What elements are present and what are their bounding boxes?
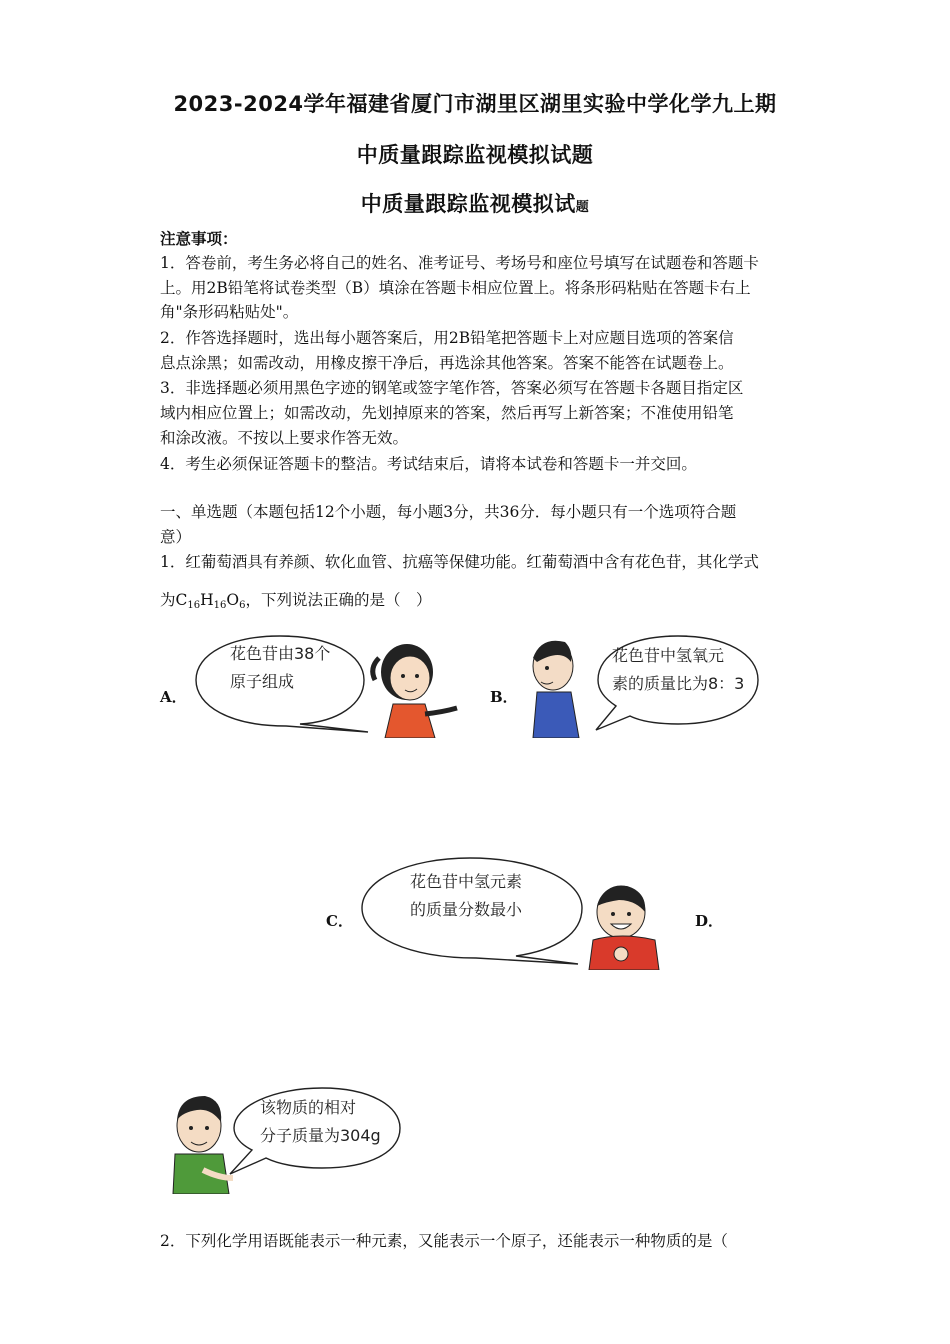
notice-line: 1．答卷前，考生务必将自己的姓名、准考证号、考场号和座位号填写在试题卷和答题卡 [160, 254, 759, 272]
question-1-text-cont [160, 588, 432, 611]
option-c-text: 花色苷中氢元素 的质量分数最小 [410, 872, 523, 919]
notice-line: 2．作答选择题时，选出每小题答案后，用2B铅笔把答题卡上对应题目选项的答案信 [160, 329, 734, 347]
title-line-3 [0, 188, 950, 218]
q1-suffix: ，下列说法正确的是（ ） [245, 591, 432, 609]
option-b-label: B． [490, 688, 518, 706]
notice-line: 3．非选择题必须用黑色字迹的钢笔或签字笔作答，答案必须写在答题卡各题目指定区 [160, 379, 744, 397]
chemical-formula: $C_{16}H_{16}O_6$ [175, 591, 246, 611]
question-2-text: 2．下列化学用语既能表示一种元素，又能表示一个原子，还能表示一种物质的是（ [160, 1232, 728, 1250]
option-d-label: D． [695, 912, 724, 930]
notice-heading: 注意事项： [160, 229, 238, 248]
q1-prefix: 为 [160, 591, 176, 609]
notice-line: 和涂改液。不按以上要求作答无效。 [160, 429, 409, 447]
notice-line: 角"条形码粘贴处"。 [160, 303, 299, 321]
option-c-label: C． [326, 912, 353, 930]
option-b-text: 花色苷中氢氧元 素的质量比为8：3 [612, 646, 745, 693]
option-a-text: 花色苷由38个 原子组成 [230, 644, 331, 691]
notice-line: 域内相应位置上；如需改动，先划掉原来的答案，然后再写上新答案；不准使用铅笔 [160, 404, 734, 422]
section-heading: 一、单选题（本题包括12个小题，每小题3分，共36分．每小题只有一个选项符合题 [160, 503, 737, 521]
girl-figure-icon [365, 628, 465, 738]
notice-line: 息点涂黑；如需改动，用橡皮擦干净后，再选涂其他答案。答案不能答在试题卷上。 [160, 354, 734, 372]
title-line-3-small: 题 [575, 200, 590, 215]
section-heading-cont: 意） [160, 528, 192, 546]
notice-line: 4．考生必须保证答题卡的整洁。考试结束后，请将本试卷和答题卡一并交回。 [160, 455, 697, 473]
option-d-text: 该物质的相对 分子质量为304g [260, 1098, 381, 1145]
question-1-text: 1．红葡萄酒具有养颜、软化血管、抗癌等保健功能。红葡萄酒中含有花色苷，其化学式 [160, 553, 759, 571]
option-a-label: A． [160, 688, 187, 706]
boy-figure-icon [515, 628, 595, 738]
title-line-3-main: 中质量跟踪监视模拟试 [360, 192, 576, 216]
notice-line: 上。用2B铅笔将试卷类型（B）填涂在答题卡相应位置上。将条形码粘贴在答题卡右上 [160, 279, 751, 297]
title-line-2: 中质量跟踪监视模拟试题 [356, 143, 594, 167]
boy-figure-icon [585, 878, 665, 970]
title-line-1: 2023-2024学年福建省厦门市湖里区湖里实验中学化学九上期 [173, 92, 777, 116]
